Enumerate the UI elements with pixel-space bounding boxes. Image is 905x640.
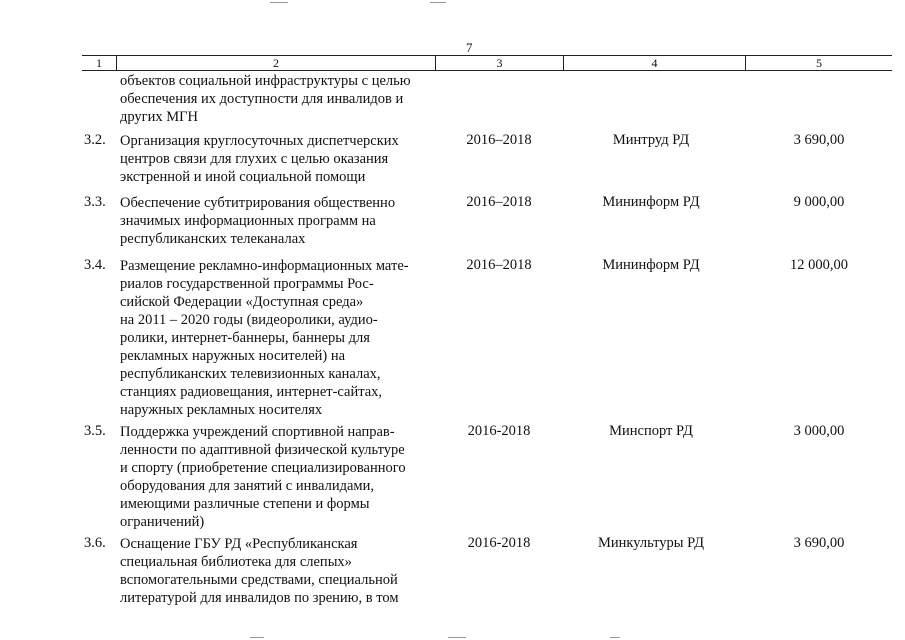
header-col-2: 2: [273, 56, 279, 70]
row-executor: Минспорт РД: [609, 423, 693, 439]
row-amount: 9 000,00: [793, 194, 845, 210]
row-description: Размещение рекламно-информационных мате- риалов государственной программы Рос- сийской Федерации «Доступная среда» на 2011 – 2020 годы (видеоролики, аудио- ролики, интернет-баннеры, баннеры для рекламных наружных носителей) на республиканских телевизионных каналах, станциях радиовещания, интернет-сайтах, наружных рекламных носителях: [120, 258, 409, 418]
scan-artifact: [270, 2, 288, 3]
row-period: 2016–2018: [466, 132, 532, 148]
header-col-1: 1: [96, 56, 102, 70]
row-period: 2016-2018: [467, 535, 531, 551]
row-description: Обеспечение субтитрирования общественно значимых информационных программ на республиканских телеканалах: [120, 195, 396, 247]
row-amount: 3 000,00: [793, 423, 845, 439]
scan-artifact: [610, 637, 620, 638]
row-number: 3.5.: [84, 423, 106, 439]
scan-artifact: [430, 2, 446, 3]
header-col-5: 5: [816, 56, 822, 70]
row-period: 2016–2018: [466, 257, 532, 273]
scan-artifact: [250, 637, 264, 638]
row-number: 3.3.: [84, 194, 106, 210]
row-period: 2016-2018: [467, 423, 531, 439]
header-col-3: 3: [496, 56, 503, 70]
row-executor: Минкультуры РД: [597, 535, 705, 551]
row-executor: Минтруд РД: [612, 132, 690, 148]
page-number: 7: [466, 40, 473, 55]
row-description: Оснащение ГБУ РД «Республиканская специальная библиотека для слепых» вспомогательными средствами, специальной литературой для инвалидов по зрению, в том: [120, 536, 399, 606]
row-number: 3.4.: [84, 257, 106, 273]
row-amount: 12 000,00: [790, 257, 848, 273]
row-amount: 3 690,00: [793, 535, 845, 551]
row-executor: Мининформ РД: [602, 257, 700, 273]
row-description: Организация круглосуточных диспетчерских центров связи для глухих с целью оказания экстренной и иной социальной помощи: [120, 133, 399, 185]
row-executor: Мининформ РД: [602, 194, 700, 210]
row-description: Поддержка учреждений спортивной направ- ленности по адаптивной физической культуре и спорту (приобретение специализированного оборудования для занятий с инвалидами, имеющими различные степени и формы ограничений): [120, 424, 406, 530]
row-number: 3.2.: [84, 132, 106, 148]
row-period: 2016–2018: [466, 194, 532, 210]
row-amount: 3 690,00: [793, 132, 845, 148]
scan-artifact: [448, 637, 466, 638]
continuation-text: объектов социальной инфраструктуры с целью обеспечения их доступности для инвалидов и других МГН: [120, 73, 411, 125]
header-col-4: 4: [651, 56, 658, 70]
row-number: 3.6.: [84, 535, 106, 551]
